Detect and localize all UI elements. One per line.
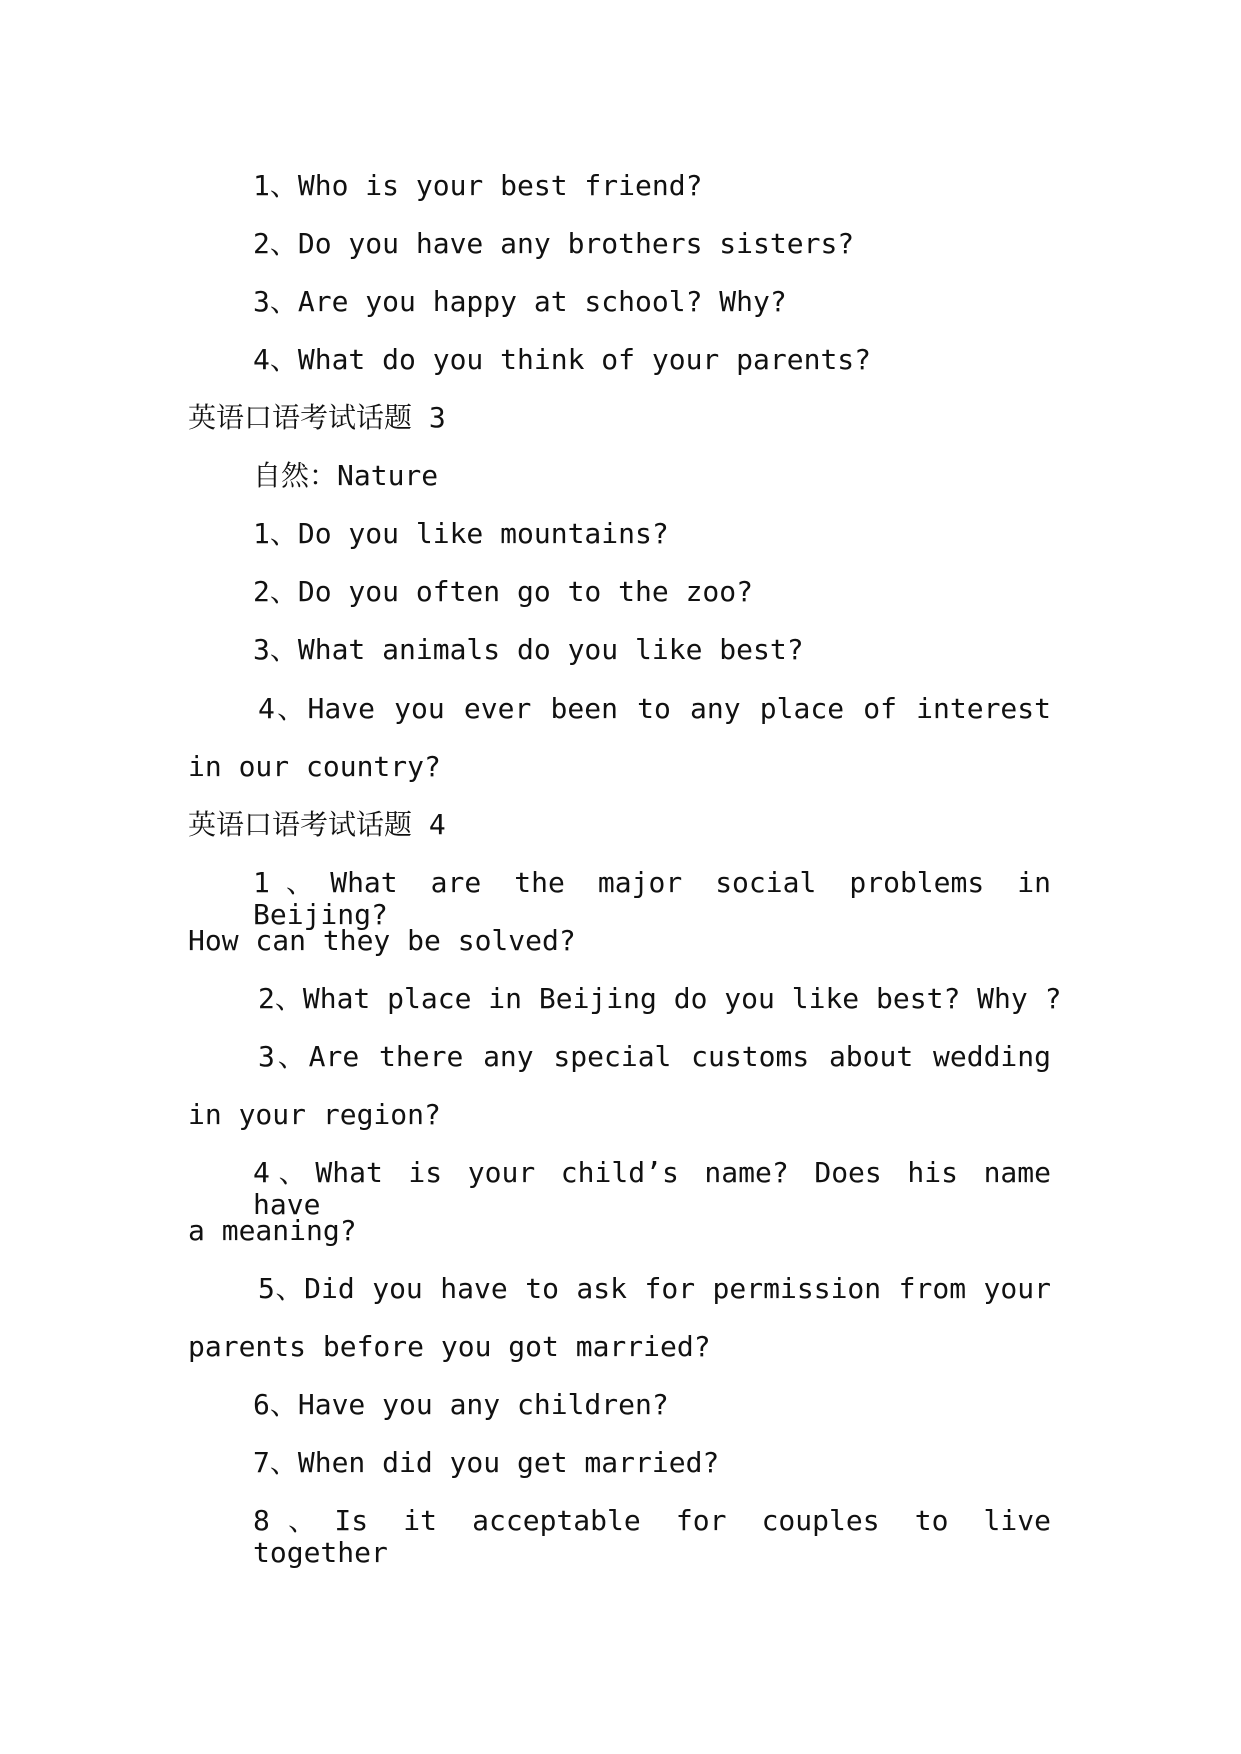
question-line-continuation: in your region?	[188, 1098, 441, 1131]
question-line: 3、What animals do you like best?	[253, 633, 804, 666]
question-line: 4、What do you think of your parents?	[253, 343, 872, 376]
question-line: 2、What place in Beijing do you like best? Why ?	[258, 982, 1062, 1015]
question-line: 4、Have you ever been to any place of interest	[258, 692, 1051, 725]
question-line-continuation: parents before you got married?	[188, 1330, 711, 1363]
question-line: 2、Do you have any brothers sisters?	[253, 227, 855, 260]
question-line: 8、Is it acceptable for couples to live together	[253, 1504, 1051, 1569]
section-subheading: 自然：Nature	[253, 459, 439, 492]
question-line: 1、Who is your best friend?	[253, 169, 703, 202]
section-heading: 英语口语考试话题 4	[188, 808, 446, 841]
question-line: 2、Do you often go to the zoo?	[253, 575, 754, 608]
question-line: 1、Do you like mountains?	[253, 517, 669, 550]
section-heading: 英语口语考试话题 3	[188, 401, 446, 434]
question-line-continuation: How can they be solved?	[188, 924, 576, 957]
question-line: 4、What is your child’s name? Does his name have	[253, 1156, 1051, 1221]
question-line: 3、Are you happy at school? Why?	[253, 285, 787, 318]
question-line-continuation: in our country?	[188, 750, 441, 783]
question-line-continuation: a meaning?	[188, 1214, 357, 1247]
question-line: 3、Are there any special customs about wedding	[258, 1040, 1051, 1073]
question-line: 6、Have you any children?	[253, 1388, 669, 1421]
question-line: 7、When did you get married?	[253, 1446, 720, 1479]
question-line: 1、What are the major social problems in Beijing?	[253, 866, 1051, 931]
question-line: 5、Did you have to ask for permission from your	[258, 1272, 1051, 1305]
